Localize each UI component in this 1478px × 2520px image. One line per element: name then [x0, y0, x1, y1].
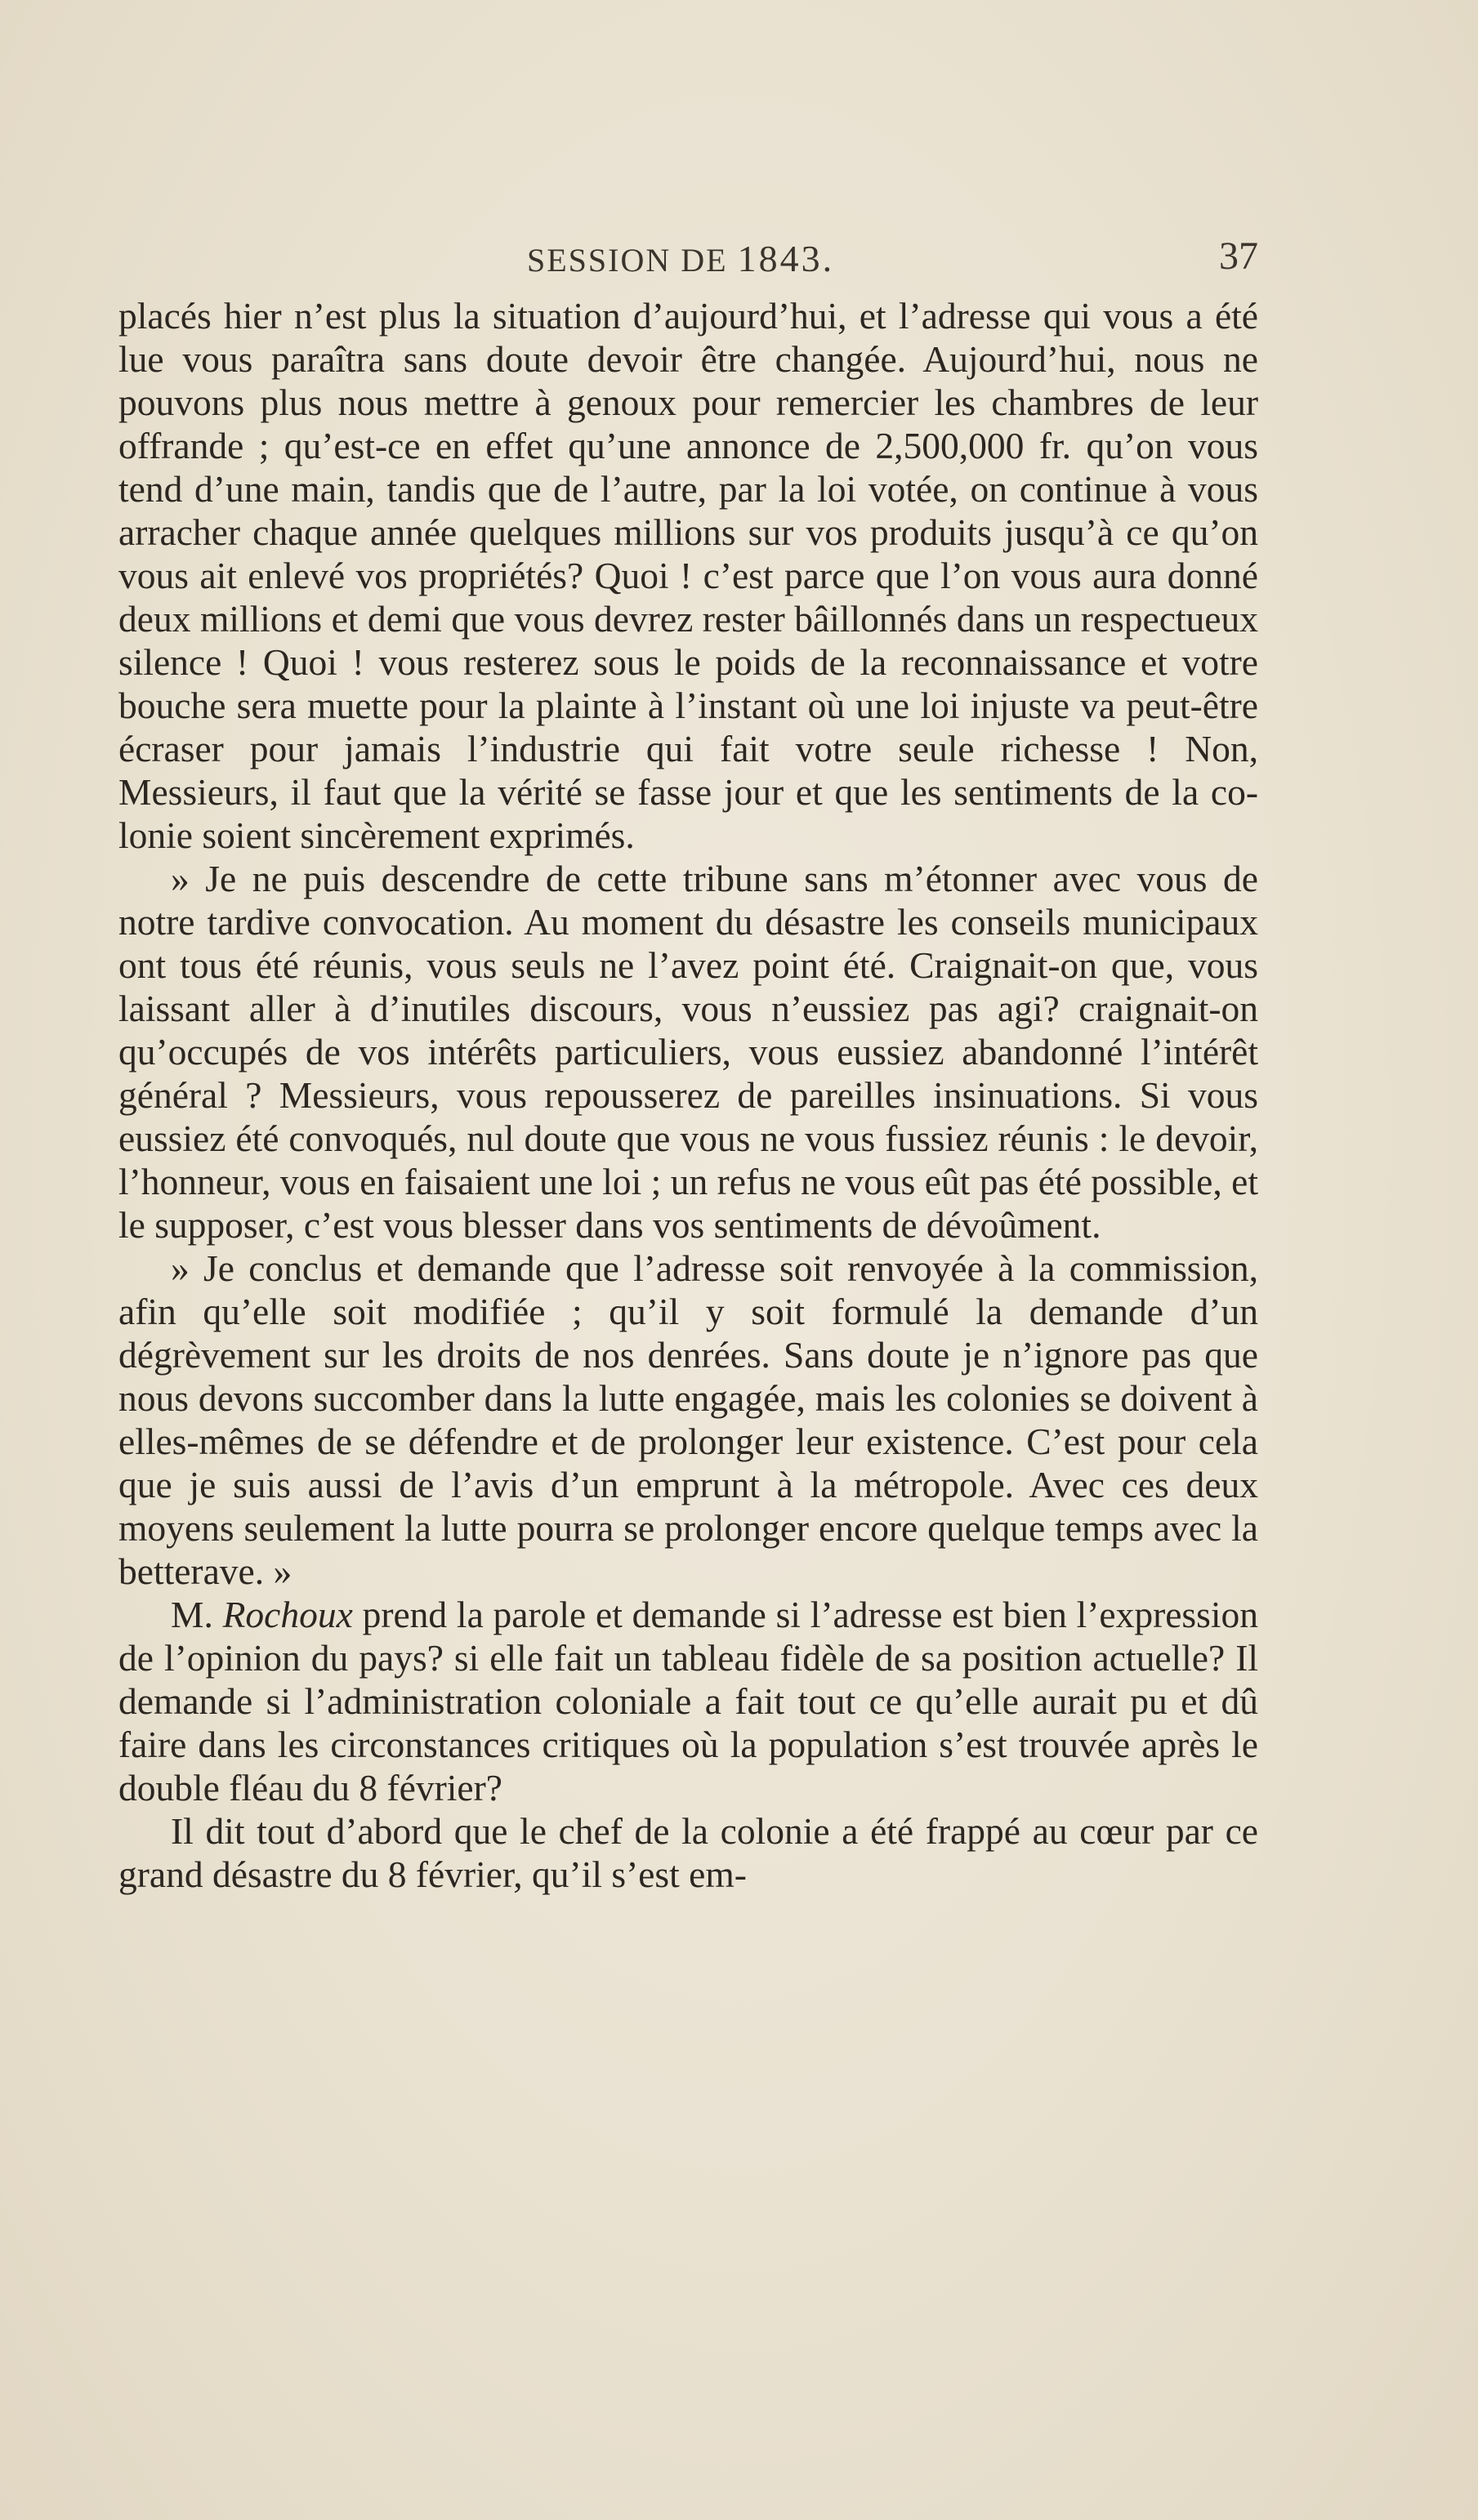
- paragraph-continuation: placés hier n’est plus la situation d’aujourd’hui, et l’adresse qui vous a été lue vous paraîtra sans doute devoir être changée. Aujourd’hui, nous ne pouvons plus nous mettre à genoux pour remercier les chambres de leur offrande ; qu’est-ce en effet qu’une annonce de 2,500,000 fr. qu’on vous tend d’une main, tandis que de l’autre, par la loi votée, on continue à vous arracher chaque année quelques millions sur vos produits jusqu’à ce qu’on vous ait enlevé vos propriétés? Quoi ! c’est parce que l’on vous aura donné deux millions et demi que vous devrez rester bâillonnés dans un respectueux silence ! Quoi ! vous resterez sous le poids de la reconnaissance et votre bouche sera muette pour la plainte à l’instant où une loi injuste va peut-être écraser pour jamais l’industrie qui fait votre seule richesse ! Non, Messieurs, il faut que la vérité se fasse jour et que les sentiments de la colonie soient sincèrement exprimés.: [118, 295, 1258, 856]
- paragraph-conclusion: » Je conclus et demande que l’adresse soit renvoyée à la commission, afin qu’elle soit modifiée ; qu’il y soit formulé la demande d’un dégrèvement sur les droits de nos denrées. Sans doute je n’ignore pas que nous devons succomber dans la lutte engagée, mais les colonies se doivent à elles-mêmes de se défendre et de prolonger leur existence. C’est pour cela que je suis aussi de l’avis d’un emprunt à la métropole. Avec ces deux moyens seulement la lutte pourra se prolonger encore quelque temps avec la betterave. »: [118, 1247, 1258, 1592]
- page-number: 37: [1219, 234, 1258, 278]
- session-year: 1843.: [737, 238, 835, 279]
- speaker-name: Rochoux: [222, 1594, 353, 1635]
- rochoux-text: prend la parole et demande si l’adresse est bien l’expression de l’opinion du pays? si elle fait un tableau fidèle de sa position actuelle? Il demande si l’administration coloniale a fait tout ce qu’elle aurait pu et dû faire dans les circonstances critiques où la population s’est trouvée après le double fléau du 8 février?: [118, 1594, 1258, 1809]
- speaker-prefix: M.: [171, 1594, 223, 1635]
- running-title: [527, 237, 834, 280]
- running-head: [118, 234, 1258, 286]
- paragraph-convocation: » Je ne puis descendre de cette tribune sans m’étonner avec vous de notre tardive convocation. Au moment du désastre les conseils municipaux ont tous été réunis, vous seuls ne l’avez point été. Craignait-on que, vous laissant aller à d’inutiles discours, vous n’eussiez pas agi? craignait-on qu’occupés de vos intérêts particuliers, vous eussiez abandonné l’intérêt général ? Messieurs, vous repousserez de pareilles insinuations. Si vous eussiez été convoqués, nul doute que vous ne vous fussiez réunis : le devoir, l’honneur, vous en faisaient une loi ; un refus ne vous eût pas été possible, et le supposer, c’est vous blesser dans vos sentiments de dévoûment.: [118, 858, 1258, 1246]
- paragraph-rochoux: [118, 1593, 1258, 1809]
- session-label: SESSION DE: [527, 242, 728, 279]
- body-text: [118, 294, 1258, 1896]
- paragraph-chef-colonie: Il dit tout d’abord que le chef de la colonie a été frappé au cœur par ce grand désastre du 8 février, qu’il s’est em-: [118, 1810, 1258, 1895]
